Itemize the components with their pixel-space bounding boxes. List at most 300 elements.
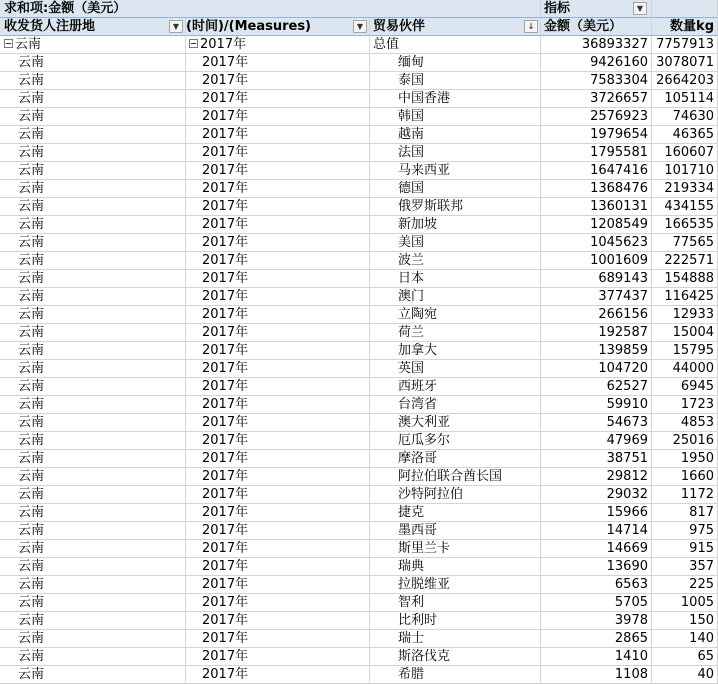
table-row: [0, 594, 718, 612]
cell-partner[interactable]: [370, 594, 541, 612]
cell-partner[interactable]: [370, 468, 541, 486]
cell-partner[interactable]: [370, 396, 541, 414]
year-text: 2017年: [202, 559, 249, 574]
cell-region[interactable]: [0, 306, 186, 324]
table-row: [0, 612, 718, 630]
cell-partner[interactable]: [370, 540, 541, 558]
qty-text: 6945: [680, 379, 714, 394]
sort-descending-icon[interactable]: ↓: [524, 20, 538, 33]
cell-partner[interactable]: [370, 54, 541, 72]
qty-text: 1172: [680, 487, 714, 502]
table-row: [0, 234, 718, 252]
cell-amount[interactable]: [541, 648, 652, 666]
cell-qty[interactable]: [652, 432, 718, 450]
cell-region[interactable]: [0, 72, 186, 90]
cell-amount[interactable]: [541, 504, 652, 522]
qty-text: 219334: [664, 181, 714, 196]
cell-region[interactable]: [0, 180, 186, 198]
cell-year[interactable]: [186, 216, 370, 234]
cell-region[interactable]: [0, 612, 186, 630]
partner-text: 荷兰: [398, 325, 425, 340]
cell-year[interactable]: [186, 432, 370, 450]
partner-text: 沙特阿拉伯: [398, 487, 464, 502]
cell-region[interactable]: [0, 342, 186, 360]
cell-year[interactable]: [186, 612, 370, 630]
cell-partner[interactable]: [370, 504, 541, 522]
cell-region[interactable]: [0, 594, 186, 612]
qty-text: 1950: [680, 451, 714, 466]
cell-amount[interactable]: [541, 396, 652, 414]
qty-text: 2664203: [656, 73, 714, 88]
amount-text: 104720: [598, 361, 648, 376]
cell-year[interactable]: [186, 288, 370, 306]
cell-qty[interactable]: [652, 648, 718, 666]
cell-amount[interactable]: [541, 324, 652, 342]
year-text: 2017年: [202, 127, 249, 142]
qty-text: 357: [689, 559, 714, 574]
table-row: [0, 450, 718, 468]
cell-region[interactable]: [0, 216, 186, 234]
cell-amount[interactable]: [541, 180, 652, 198]
cell-partner[interactable]: [370, 576, 541, 594]
cell-partner[interactable]: [370, 144, 541, 162]
cell-region[interactable]: [0, 396, 186, 414]
partner-text: 法国: [398, 145, 425, 160]
cell-region[interactable]: [0, 162, 186, 180]
region-text: 云南: [18, 55, 45, 70]
cell-year[interactable]: [186, 270, 370, 288]
pivot-top-header-row: [0, 0, 718, 18]
cell-year[interactable]: [186, 360, 370, 378]
cell-year[interactable]: [186, 648, 370, 666]
cell-region[interactable]: [0, 36, 186, 54]
cell-year[interactable]: [186, 144, 370, 162]
cell-partner[interactable]: [370, 288, 541, 306]
cell-qty[interactable]: [652, 594, 718, 612]
cell-region[interactable]: [0, 432, 186, 450]
cell-region[interactable]: [0, 576, 186, 594]
year-text: 2017年: [202, 433, 249, 448]
cell-region[interactable]: [0, 450, 186, 468]
region-text: 云南: [18, 577, 45, 592]
cell-partner[interactable]: [370, 432, 541, 450]
partner-text: 美国: [398, 235, 425, 250]
region-text: 云南: [18, 649, 45, 664]
region-text: 云南: [18, 487, 45, 502]
table-row: [0, 648, 718, 666]
cell-year[interactable]: [186, 126, 370, 144]
cell-amount[interactable]: [541, 234, 652, 252]
year-text: 2017年: [202, 523, 249, 538]
cell-partner[interactable]: [370, 522, 541, 540]
cell-qty[interactable]: [652, 630, 718, 648]
cell-year[interactable]: [186, 540, 370, 558]
qty-text: 434155: [664, 199, 714, 214]
year-text: 2017年: [202, 73, 249, 88]
cell-partner[interactable]: [370, 180, 541, 198]
cell-partner[interactable]: [370, 108, 541, 126]
cell-year[interactable]: [186, 234, 370, 252]
cell-amount[interactable]: [541, 90, 652, 108]
cell-region[interactable]: [0, 414, 186, 432]
cell-qty[interactable]: [652, 90, 718, 108]
table-row: [0, 270, 718, 288]
cell-qty[interactable]: [652, 126, 718, 144]
header-region-label: 收发货人注册地: [4, 19, 96, 34]
qty-text: 7757913: [656, 37, 714, 52]
amount-text: 689143: [598, 271, 648, 286]
amount-text: 1045623: [590, 235, 648, 250]
amount-text: 9426160: [590, 55, 648, 70]
cell-amount[interactable]: [541, 162, 652, 180]
header-time-label: (时间)/(Measures): [186, 19, 311, 34]
cell-year[interactable]: [186, 486, 370, 504]
region-text: 云南: [18, 145, 45, 160]
amount-text: 3726657: [590, 91, 648, 106]
amount-text: 1647416: [590, 163, 648, 178]
year-text: 2017年: [202, 469, 249, 484]
cell-amount[interactable]: [541, 576, 652, 594]
cell-year[interactable]: [186, 504, 370, 522]
cell-amount[interactable]: [541, 36, 652, 54]
cell-partner[interactable]: [370, 36, 541, 54]
cell-region[interactable]: [0, 144, 186, 162]
qty-text: 1005: [680, 595, 714, 610]
cell-year[interactable]: [186, 666, 370, 684]
partner-text: 拉脱维亚: [398, 577, 451, 592]
cell-qty[interactable]: [652, 324, 718, 342]
cell-qty[interactable]: [652, 36, 718, 54]
cell-qty[interactable]: [652, 540, 718, 558]
cell-qty[interactable]: [652, 666, 718, 684]
year-text: 2017年: [200, 37, 247, 52]
region-text: 云南: [18, 253, 45, 268]
amount-text: 1001609: [590, 253, 648, 268]
cell-qty[interactable]: [652, 378, 718, 396]
qty-text: 74630: [672, 109, 714, 124]
cell-amount[interactable]: [541, 126, 652, 144]
cell-partner[interactable]: [370, 342, 541, 360]
cell-year[interactable]: [186, 54, 370, 72]
cell-year[interactable]: [186, 468, 370, 486]
cell-amount[interactable]: [541, 558, 652, 576]
cell-qty[interactable]: [652, 306, 718, 324]
cell-region[interactable]: [0, 54, 186, 72]
value-field-label[interactable]: [0, 0, 541, 18]
table-row: [0, 162, 718, 180]
year-text: 2017年: [202, 649, 249, 664]
table-row: [0, 198, 718, 216]
amount-text: 1979654: [590, 127, 648, 142]
partner-text: 英国: [398, 361, 425, 376]
cell-partner[interactable]: [370, 360, 541, 378]
cell-qty[interactable]: [652, 468, 718, 486]
cell-region[interactable]: [0, 540, 186, 558]
cell-qty[interactable]: [652, 522, 718, 540]
cell-amount[interactable]: [541, 252, 652, 270]
region-text: 云南: [18, 397, 45, 412]
cell-qty[interactable]: [652, 612, 718, 630]
partner-text: 比利时: [398, 613, 438, 628]
cell-year[interactable]: [186, 558, 370, 576]
qty-text: 222571: [664, 253, 714, 268]
filter-dropdown-icon[interactable]: ▼: [169, 20, 183, 33]
table-row: [0, 54, 718, 72]
table-row: [0, 486, 718, 504]
cell-partner[interactable]: [370, 216, 541, 234]
cell-qty[interactable]: [652, 180, 718, 198]
cell-region[interactable]: [0, 198, 186, 216]
cell-year[interactable]: [186, 252, 370, 270]
cell-partner[interactable]: [370, 198, 541, 216]
cell-qty[interactable]: [652, 144, 718, 162]
cell-year[interactable]: [186, 324, 370, 342]
region-text: 云南: [18, 271, 45, 286]
cell-year[interactable]: [186, 306, 370, 324]
amount-text: 1410: [614, 649, 648, 664]
cell-partner[interactable]: [370, 324, 541, 342]
region-text: 云南: [18, 505, 45, 520]
cell-amount[interactable]: [541, 342, 652, 360]
cell-partner[interactable]: [370, 648, 541, 666]
cell-qty[interactable]: [652, 486, 718, 504]
cell-qty[interactable]: [652, 558, 718, 576]
cell-region[interactable]: [0, 270, 186, 288]
cell-amount[interactable]: [541, 198, 652, 216]
partner-text: 智利: [398, 595, 425, 610]
cell-amount[interactable]: [541, 108, 652, 126]
cell-region[interactable]: [0, 666, 186, 684]
cell-amount[interactable]: [541, 216, 652, 234]
qty-text: 15795: [672, 343, 714, 358]
header-region[interactable]: [0, 18, 186, 36]
region-text: 云南: [18, 199, 45, 214]
amount-text: 54673: [606, 415, 648, 430]
partner-text: 加拿大: [398, 343, 438, 358]
header-time-measures[interactable]: [186, 18, 370, 36]
cell-partner[interactable]: [370, 72, 541, 90]
cell-region[interactable]: [0, 108, 186, 126]
cell-partner[interactable]: [370, 558, 541, 576]
year-text: 2017年: [202, 487, 249, 502]
cell-partner[interactable]: [370, 162, 541, 180]
cell-qty[interactable]: [652, 216, 718, 234]
cell-region[interactable]: [0, 360, 186, 378]
cell-qty[interactable]: [652, 252, 718, 270]
cell-region[interactable]: [0, 234, 186, 252]
cell-partner[interactable]: [370, 252, 541, 270]
year-text: 2017年: [202, 379, 249, 394]
cell-year[interactable]: [186, 108, 370, 126]
cell-year[interactable]: [186, 342, 370, 360]
measures-field-header[interactable]: [541, 0, 652, 18]
cell-year[interactable]: [186, 396, 370, 414]
cell-year[interactable]: [186, 594, 370, 612]
partner-text: 中国香港: [398, 91, 451, 106]
year-text: 2017年: [202, 181, 249, 196]
cell-year[interactable]: [186, 450, 370, 468]
cell-amount[interactable]: [541, 144, 652, 162]
qty-text: 15004: [672, 325, 714, 340]
cell-qty[interactable]: [652, 198, 718, 216]
cell-amount[interactable]: [541, 630, 652, 648]
header-qty: [652, 18, 718, 36]
amount-text: 6563: [614, 577, 648, 592]
cell-amount[interactable]: [541, 666, 652, 684]
cell-partner[interactable]: [370, 450, 541, 468]
partner-text: 瑞士: [398, 631, 425, 646]
partner-text: 韩国: [398, 109, 425, 124]
cell-year[interactable]: [186, 630, 370, 648]
cell-region[interactable]: [0, 648, 186, 666]
cell-qty[interactable]: [652, 504, 718, 522]
cell-year[interactable]: [186, 378, 370, 396]
cell-amount[interactable]: [541, 522, 652, 540]
partner-text: 斯里兰卡: [398, 541, 451, 556]
cell-qty[interactable]: [652, 450, 718, 468]
table-row: [0, 180, 718, 198]
cell-amount[interactable]: [541, 468, 652, 486]
chevron-down-icon[interactable]: ▼: [633, 2, 647, 15]
cell-amount[interactable]: [541, 432, 652, 450]
region-text: 云南: [18, 307, 45, 322]
cell-amount[interactable]: [541, 360, 652, 378]
cell-amount[interactable]: [541, 270, 652, 288]
cell-year[interactable]: [186, 414, 370, 432]
cell-amount[interactable]: [541, 450, 652, 468]
year-text: 2017年: [202, 325, 249, 340]
table-row: [0, 324, 718, 342]
cell-year[interactable]: [186, 90, 370, 108]
year-text: 2017年: [202, 91, 249, 106]
cell-region[interactable]: [0, 378, 186, 396]
qty-text: 12933: [672, 307, 714, 322]
table-row: [0, 342, 718, 360]
partner-text: 俄罗斯联邦: [398, 199, 464, 214]
amount-text: 139859: [598, 343, 648, 358]
cell-qty[interactable]: [652, 414, 718, 432]
cell-partner[interactable]: [370, 486, 541, 504]
cell-partner[interactable]: [370, 612, 541, 630]
partner-text: 西班牙: [398, 379, 438, 394]
cell-qty[interactable]: [652, 396, 718, 414]
cell-amount[interactable]: [541, 288, 652, 306]
cell-region[interactable]: [0, 558, 186, 576]
collapse-minus-icon[interactable]: [4, 39, 13, 48]
pivot-column-header-row: [0, 18, 718, 36]
cell-year[interactable]: [186, 522, 370, 540]
year-text: 2017年: [202, 541, 249, 556]
cell-qty[interactable]: [652, 360, 718, 378]
cell-year[interactable]: [186, 576, 370, 594]
region-text: 云南: [18, 343, 45, 358]
cell-partner[interactable]: [370, 630, 541, 648]
cell-region[interactable]: [0, 468, 186, 486]
cell-partner[interactable]: [370, 378, 541, 396]
cell-qty[interactable]: [652, 288, 718, 306]
cell-region[interactable]: [0, 252, 186, 270]
chevron-down-icon[interactable]: ▼: [353, 20, 367, 33]
cell-partner[interactable]: [370, 126, 541, 144]
header-partner[interactable]: [370, 18, 541, 36]
year-text: 2017年: [202, 361, 249, 376]
cell-year[interactable]: [186, 198, 370, 216]
cell-region[interactable]: [0, 126, 186, 144]
cell-amount[interactable]: [541, 54, 652, 72]
cell-partner[interactable]: [370, 306, 541, 324]
cell-qty[interactable]: [652, 342, 718, 360]
table-row: [0, 360, 718, 378]
amount-text: 13690: [606, 559, 648, 574]
cell-qty[interactable]: [652, 270, 718, 288]
cell-qty[interactable]: [652, 108, 718, 126]
cell-partner[interactable]: [370, 414, 541, 432]
cell-region[interactable]: [0, 324, 186, 342]
cell-year[interactable]: [186, 72, 370, 90]
value-field-text: 求和项:金额（美元）: [4, 1, 127, 16]
year-text: 2017年: [202, 289, 249, 304]
cell-amount[interactable]: [541, 612, 652, 630]
cell-partner[interactable]: [370, 90, 541, 108]
cell-amount[interactable]: [541, 414, 652, 432]
cell-amount[interactable]: [541, 306, 652, 324]
year-text: 2017年: [202, 271, 249, 286]
qty-text: 44000: [672, 361, 714, 376]
region-text: 云南: [18, 613, 45, 628]
cell-qty[interactable]: [652, 54, 718, 72]
cell-year[interactable]: [186, 162, 370, 180]
cell-amount[interactable]: [541, 540, 652, 558]
table-row: [0, 522, 718, 540]
cell-partner[interactable]: [370, 270, 541, 288]
table-row: [0, 414, 718, 432]
cell-partner[interactable]: [370, 666, 541, 684]
year-text: 2017年: [202, 307, 249, 322]
cell-amount[interactable]: [541, 486, 652, 504]
cell-amount[interactable]: [541, 594, 652, 612]
cell-region[interactable]: [0, 522, 186, 540]
cell-partner[interactable]: [370, 234, 541, 252]
cell-qty[interactable]: [652, 162, 718, 180]
collapse-minus-icon[interactable]: [189, 39, 198, 48]
qty-text: 166535: [664, 217, 714, 232]
cell-region[interactable]: [0, 288, 186, 306]
cell-qty[interactable]: [652, 576, 718, 594]
cell-amount[interactable]: [541, 378, 652, 396]
region-text: 云南: [18, 379, 45, 394]
cell-region[interactable]: [0, 90, 186, 108]
region-text: 云南: [15, 37, 42, 52]
qty-text: 154888: [664, 271, 714, 286]
table-row: [0, 396, 718, 414]
cell-region[interactable]: [0, 630, 186, 648]
cell-region[interactable]: [0, 486, 186, 504]
year-text: 2017年: [202, 253, 249, 268]
partner-text: 新加坡: [398, 217, 438, 232]
cell-region[interactable]: [0, 504, 186, 522]
cell-year[interactable]: [186, 180, 370, 198]
cell-year[interactable]: [186, 36, 370, 54]
qty-text: 25016: [672, 433, 714, 448]
header-amount-label: 金额（美元）: [544, 19, 623, 34]
year-text: 2017年: [202, 235, 249, 250]
cell-qty[interactable]: [652, 234, 718, 252]
partner-text: 泰国: [398, 73, 425, 88]
cell-qty[interactable]: [652, 72, 718, 90]
cell-amount[interactable]: [541, 72, 652, 90]
table-row: [0, 504, 718, 522]
measures-label: 指标: [544, 1, 571, 16]
